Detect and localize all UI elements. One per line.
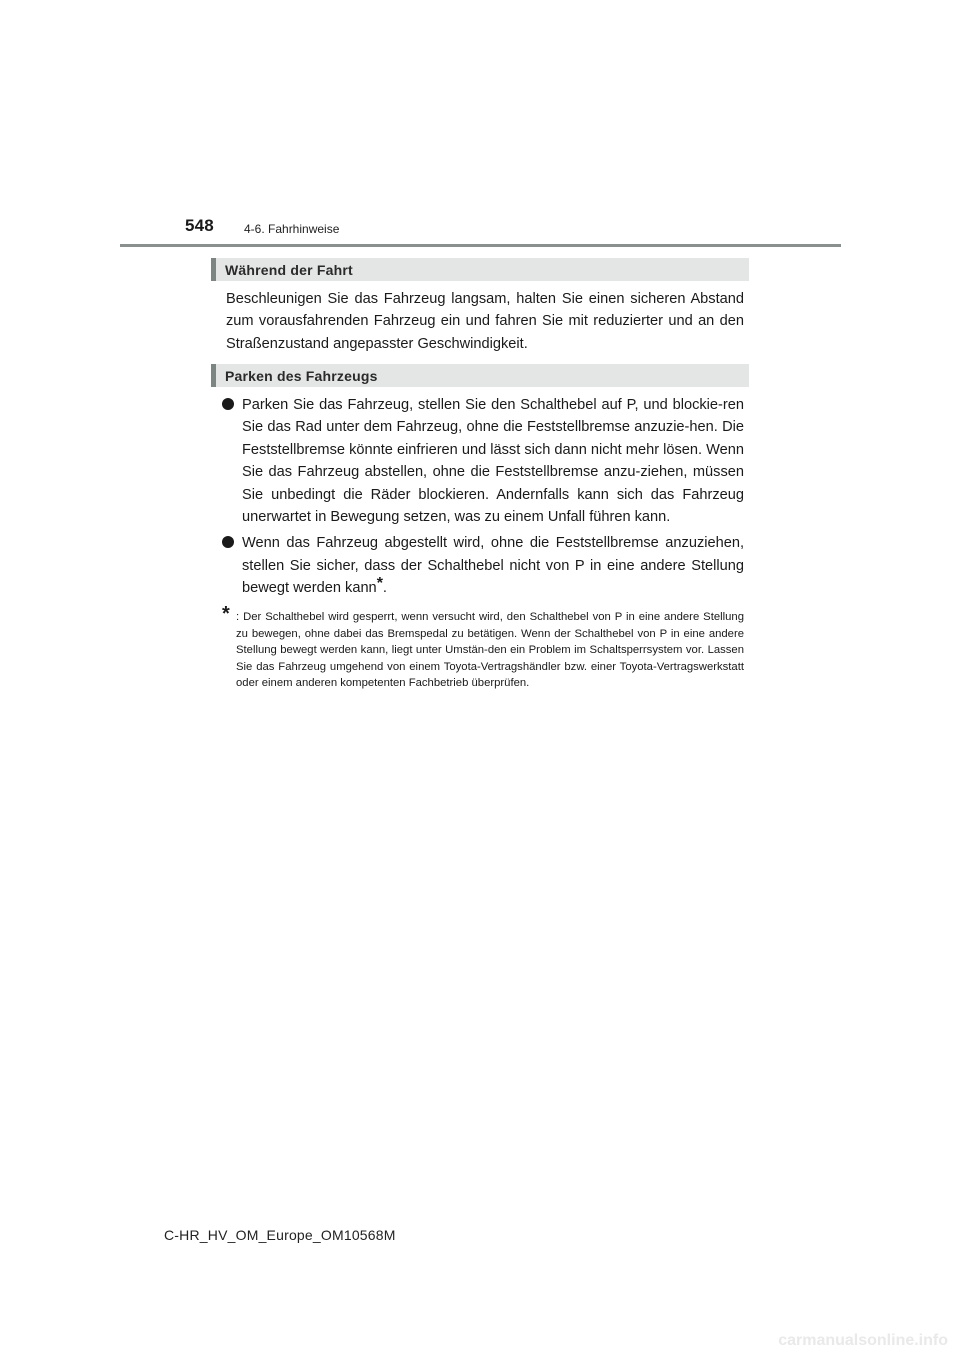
watermark: carmanualsonline.info xyxy=(778,1332,948,1349)
section-heading-driving xyxy=(211,258,749,281)
section-heading-text: Während der Fahrt xyxy=(225,261,353,278)
section-heading-parking xyxy=(211,364,749,387)
bullet-text: Wenn das Fahrzeug abgestellt wird, ohne die Feststellbremse anzuziehen, stellen Sie sicher, dass der Schalthebel nicht von P in eine andere Stellung bewegt werden kann xyxy=(242,535,744,597)
footnote-marker: * xyxy=(222,603,230,625)
section-label: 4-6. Fahrhinweise xyxy=(244,222,340,236)
list-item xyxy=(222,532,744,599)
parking-bullet-list xyxy=(222,394,744,604)
section-heading-text: Parken des Fahrzeugs xyxy=(225,367,378,384)
bullet-dot-icon xyxy=(222,536,234,548)
bullet-text-suffix: . xyxy=(382,580,387,597)
bullet-text: Parken Sie das Fahrzeug, stellen Sie den Schalthebel auf P, und blockie-ren Sie das Rad unter dem Fahrzeug, ohne die Feststellbremse anzuzie-hen. Die Feststellbremse könnte einfrieren und lässt sich dann nicht mehr lösen. Wenn Sie das Fahrzeug abstellen, ohne die Feststellbremse anzu-ziehen, müssen Sie unbedingt die Räder blockieren. Andernfalls kann sich das Fahrzeug unerwartet in Bewegung setzen, was zu einem Unfall führen kann. xyxy=(242,397,744,526)
page-number: 548 xyxy=(185,216,214,235)
list-item xyxy=(222,394,744,528)
header-rule xyxy=(120,244,841,247)
bullet-dot-icon xyxy=(222,398,234,410)
driving-paragraph: Beschleunigen Sie das Fahrzeug langsam, halten Sie einen sicheren Abstand zum vorausfahrenden Fahrzeug ein und fahren Sie mit reduzierter und an den Straßenzustand angepasster Geschwindigkeit. xyxy=(226,291,744,352)
footnote-text: : Der Schalthebel wird gesperrt, wenn versucht wird, den Schalthebel von P in eine andere Stellung zu bewegen, ohne dabei das Bremspedal zu betätigen. Wenn der Schalthebel von P in eine andere Stellung bewegt werden kann, liegt unter Umstän-den ein Problem im Schaltsperrsystem vor. Lassen Sie das Fahrzeug umgehend von einem Toyota-Vertragshändler bzw. einer Toyota-Vertragswerkstatt oder einem anderen kompetenten Fachbetrieb überprüfen. xyxy=(236,611,744,690)
document-id: C-HR_HV_OM_Europe_OM10568M xyxy=(164,1227,396,1243)
footnote-reference-marker: * xyxy=(376,575,383,593)
footnote xyxy=(222,603,744,692)
